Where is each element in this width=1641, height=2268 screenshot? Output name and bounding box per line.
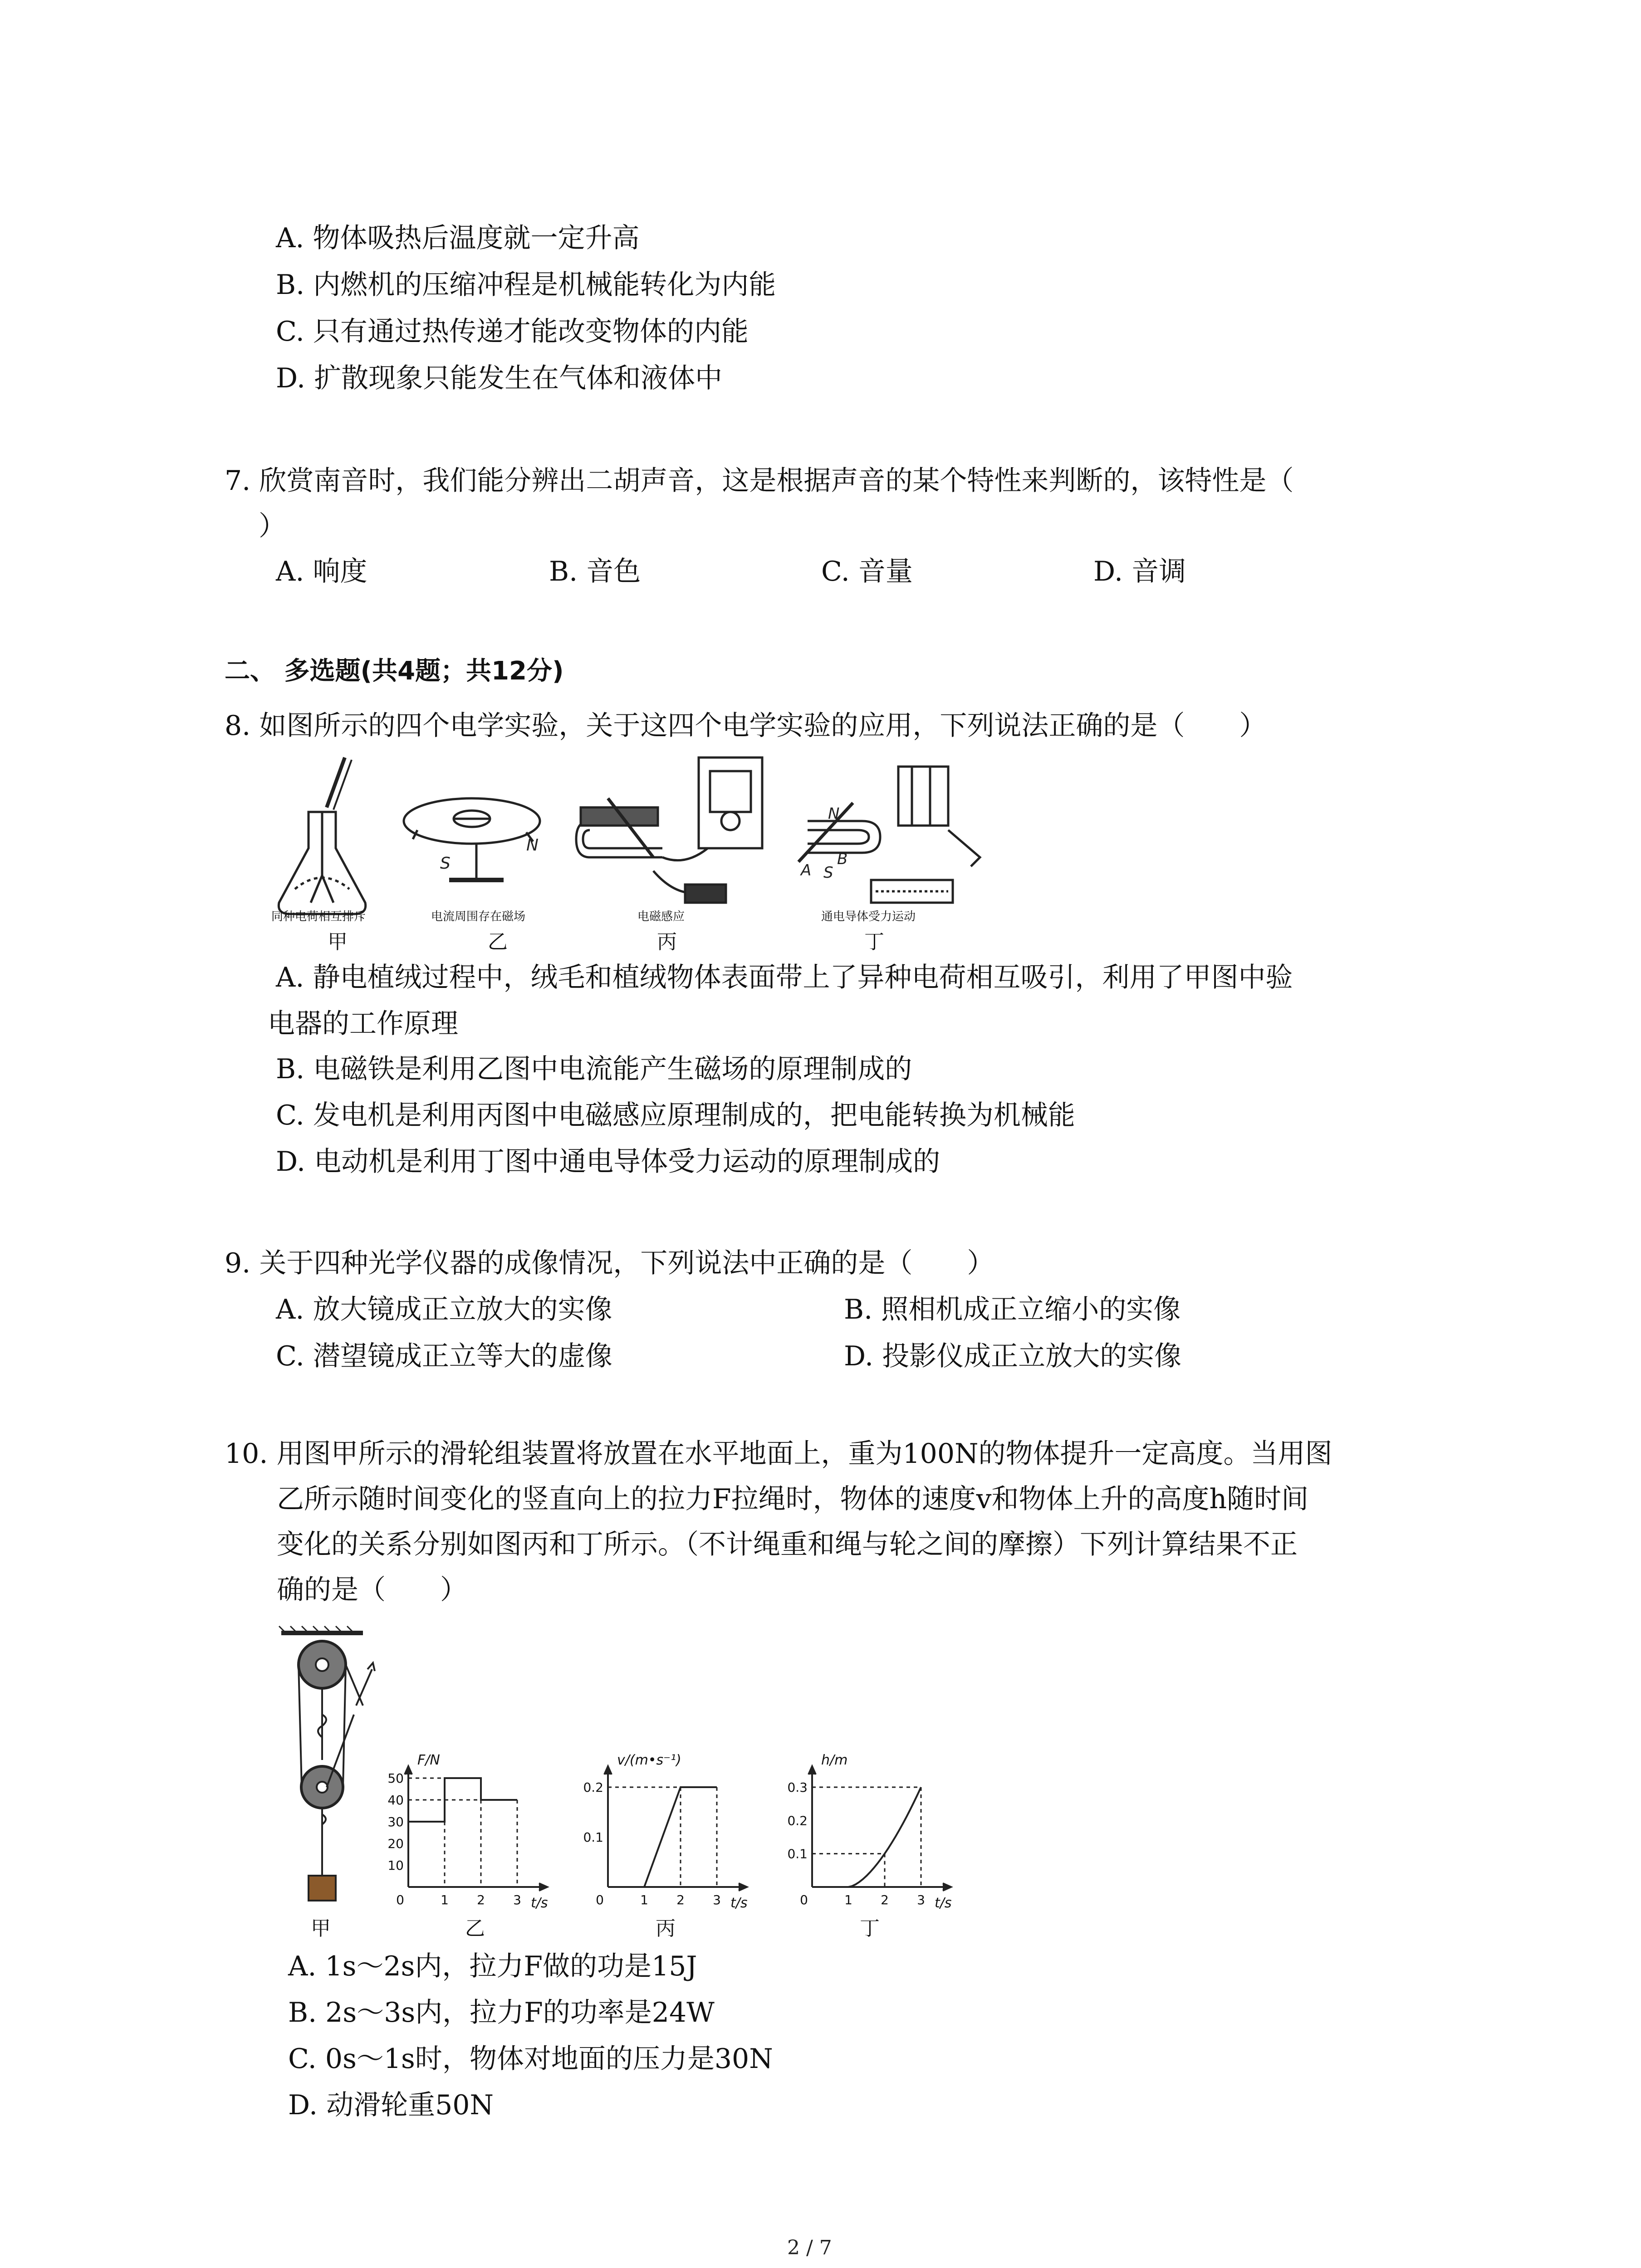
force-xtick: 0 — [396, 1892, 404, 1907]
height-ytick: 0.2 — [787, 1813, 808, 1828]
q10-label-yi: 乙 — [465, 1917, 485, 1940]
height-chart-xlabel: t/s — [935, 1895, 952, 1911]
velocity-xtick: 0 — [596, 1892, 604, 1907]
velocity-chart-ylabel: v/(m•s⁻¹) — [617, 1752, 681, 1768]
velocity-series-line — [608, 1787, 717, 1887]
q10-stem-line-4: 确的是（ ） — [277, 1574, 467, 1606]
q8-stem: 8. 如图所示的四个电学实验，关于这四个电学实验的应用，下列说法正确的是（ ） — [225, 710, 1267, 742]
section-title: 二、 多选题(共4题；共12分) — [225, 656, 564, 686]
height-xtick: 2 — [881, 1892, 889, 1907]
q7-option-d: D. 音调 — [1093, 556, 1186, 587]
force-xtick: 3 — [513, 1892, 521, 1907]
q8-option-d: D. 电动机是利用丁图中通电导体受力运动的原理制成的 — [276, 1146, 941, 1178]
q10-option-d: D. 动滑轮重50N — [288, 2089, 494, 2121]
q9-option-c: C. 潜望镜成正立等大的虚像 — [276, 1340, 612, 1372]
q6-option-d: D. 扩散现象只能发生在气体和液体中 — [276, 362, 723, 394]
height-chart-guides — [812, 1787, 921, 1887]
q8-figures — [263, 753, 989, 925]
figure-label-yi: 乙 — [488, 930, 508, 953]
figure-caption-ding: 通电导体受力运动 — [821, 910, 916, 924]
height-chart-series — [812, 1787, 921, 1887]
n-letter: N — [526, 836, 539, 855]
motor-figure — [798, 767, 980, 903]
velocity-xtick: 2 — [676, 1892, 685, 1907]
q8-option-a: A. 静电植绒过程中，绒毛和植绒物体表面带上了异种电荷相互吸引，利用了甲图中验 — [276, 962, 1293, 993]
induction-figure — [576, 758, 762, 903]
q10-stem-line-1: 10. 用图甲所示的滑轮组装置将放置在水平地面上，重为100N的物体提升一定高度。当用图 — [225, 1438, 1332, 1470]
q10-stem-line-2: 乙所示随时间变化的竖直向上的拉力F拉绳时，物体的速度v和物体上升的高度h随时间 — [277, 1483, 1309, 1515]
s-pole-letter: S — [823, 864, 833, 882]
velocity-chart-series — [608, 1787, 717, 1887]
oersted-figure — [404, 798, 540, 880]
height-ytick: 0.1 — [787, 1846, 808, 1862]
q8-option-b: B. 电磁铁是利用乙图中电流能产生磁场的原理制成的 — [276, 1053, 912, 1085]
velocity-chart-xlabel: t/s — [730, 1895, 748, 1911]
height-series-line — [812, 1787, 921, 1887]
velocity-ytick: 0.1 — [583, 1830, 603, 1845]
figure-label-jia: 甲 — [328, 930, 348, 953]
height-chart-ylabel: h/m — [821, 1752, 848, 1768]
q10-stem-line-3: 变化的关系分别如图丙和丁所示。（不计绳重和绳与轮之间的摩擦）下列计算结果不正 — [277, 1529, 1298, 1560]
q7-option-a: A. 响度 — [276, 556, 367, 587]
figure-label-ding: 丁 — [864, 930, 884, 953]
q9-stem: 9. 关于四种光学仪器的成像情况，下列说法中正确的是（ ） — [225, 1247, 994, 1279]
velocity-xtick: 3 — [713, 1892, 721, 1907]
height-ytick: 0.3 — [787, 1780, 808, 1795]
velocity-ytick: 0.2 — [583, 1780, 603, 1795]
force-ytick: 30 — [387, 1814, 404, 1829]
q10-option-a: A. 1s～2s内，拉力F做的功是15J — [288, 1950, 697, 1982]
velocity-chart — [567, 1751, 767, 1914]
q10-label-jia: 甲 — [311, 1917, 331, 1940]
s-letter: S — [440, 854, 451, 873]
force-xtick: 2 — [477, 1892, 485, 1907]
force-ytick: 20 — [387, 1836, 404, 1851]
height-xtick: 1 — [844, 1892, 852, 1907]
velocity-chart-ticks — [583, 1780, 720, 1907]
force-xtick: 1 — [441, 1892, 449, 1907]
q6-option-a: A. 物体吸热后温度就一定升高 — [276, 222, 640, 254]
n-pole-letter: N — [828, 805, 840, 823]
force-ytick: 50 — [387, 1771, 404, 1786]
q7-stem-cont: ） — [259, 510, 286, 542]
q9-option-b: B. 照相机成正立缩小的实像 — [844, 1294, 1181, 1325]
force-chart — [372, 1751, 563, 1914]
force-chart-axes — [405, 1766, 547, 1891]
q10-option-b: B. 2s～3s内，拉力F的功率是24W — [288, 1997, 715, 2028]
q8-option-a-cont: 电器的工作原理 — [268, 1008, 458, 1040]
q9-option-d: D. 投影仪成正立放大的实像 — [844, 1340, 1182, 1372]
figure-label-bing: 丙 — [657, 930, 677, 953]
force-chart-xlabel: t/s — [531, 1895, 548, 1911]
q10-label-bing: 丙 — [656, 1917, 676, 1940]
force-ytick: 40 — [387, 1793, 404, 1808]
q10-label-ding: 丁 — [860, 1917, 880, 1940]
q6-option-c: C. 只有通过热传递才能改变物体的内能 — [276, 316, 749, 347]
q7-option-b: B. 音色 — [549, 556, 641, 587]
b-letter: B — [837, 850, 848, 868]
q9-option-a: A. 放大镜成正立放大的实像 — [276, 1294, 612, 1325]
figure-caption-yi: 电流周围存在磁场 — [431, 910, 526, 924]
force-ytick: 10 — [387, 1858, 404, 1873]
figure-caption-bing: 电磁感应 — [637, 910, 685, 924]
electroscope-figure — [279, 758, 365, 914]
velocity-xtick: 1 — [640, 1892, 648, 1907]
force-chart-ylabel: F/N — [417, 1752, 440, 1768]
q8-option-c: C. 发电机是利用丙图中电磁感应原理制成的，把电能转换为机械能 — [276, 1100, 1075, 1131]
height-chart-ticks — [787, 1780, 925, 1907]
q7-stem: 7. 欣赏南音时，我们能分辨出二胡声音，这是根据声音的某个特性来判断的，该特性是（ — [225, 465, 1294, 497]
q6-option-b: B. 内燃机的压缩冲程是机械能转化为内能 — [276, 269, 776, 301]
height-chart — [771, 1751, 971, 1914]
q7-option-c: C. 音量 — [821, 556, 913, 587]
figure-caption-jia: 同种电荷相互排斥 — [271, 910, 366, 924]
q10-option-c: C. 0s～1s时，物体对地面的压力是30N — [288, 2043, 773, 2075]
a-letter: A — [801, 861, 812, 880]
height-xtick: 3 — [917, 1892, 925, 1907]
height-xtick: 0 — [800, 1892, 808, 1907]
page-number: 2 / 7 — [787, 2236, 832, 2259]
force-chart-guides — [408, 1778, 517, 1887]
